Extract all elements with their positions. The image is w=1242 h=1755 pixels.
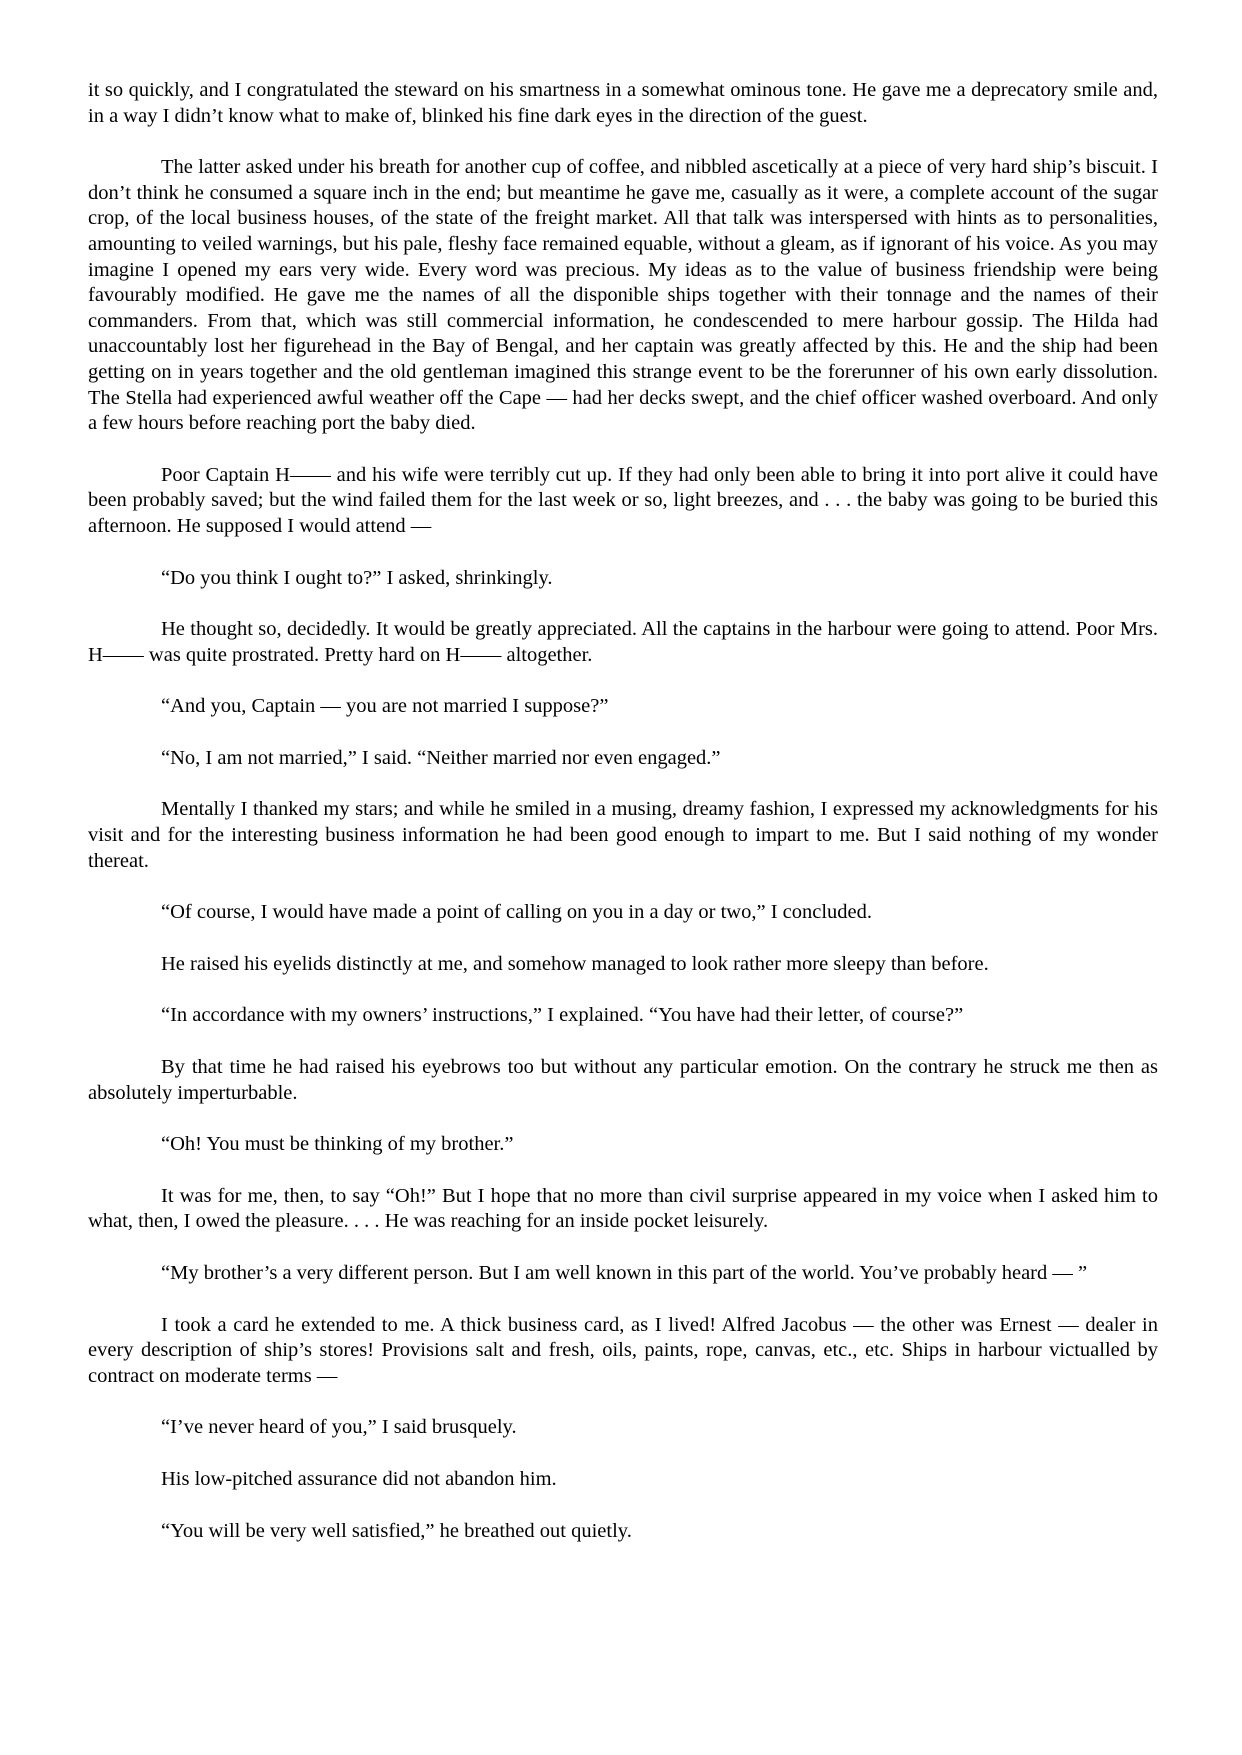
paragraph: “You will be very well satisfied,” he breathed out quietly. xyxy=(161,1519,632,1542)
paragraph: “In accordance with my owners’ instructions,” I explained. “You have had their letter, of course?” xyxy=(161,1004,964,1027)
paragraph: By that time he had raised his eyebrows too but without any particular emotion. On the contrary he struck me then as absolutely imperturbable. xyxy=(88,1056,1158,1104)
paragraph: He raised his eyelids distinctly at me, and somehow managed to look rather more sleepy than before. xyxy=(161,952,989,975)
document-page xyxy=(88,78,1158,1570)
paragraph: “My brother’s a very different person. But I am well known in this part of the world. You’ve probably heard — ” xyxy=(161,1262,1088,1284)
paragraph: “I’ve never heard of you,” I said brusquely. xyxy=(161,1416,517,1439)
paragraph: Poor Captain H—— and his wife were terribly cut up. If they had only been able to bring it into port alive it could have been probably saved; but the wind failed them for the last week or so, light breezes, and . . . the baby was going to be buried this afternoon. He supposed I would attend — xyxy=(88,463,1158,537)
paragraph: “Of course, I would have made a point of calling on you in a day or two,” I concluded. xyxy=(161,901,873,924)
paragraph: “And you, Captain — you are not married I suppose?” xyxy=(161,695,609,718)
paragraph: “No, I am not married,” I said. “Neither married nor even engaged.” xyxy=(161,746,721,769)
paragraph: I took a card he extended to me. A thick business card, as I lived! Alfred Jacobus — the other was Ernest — dealer in every description of ship’s stores! Provisions salt and fresh, oils, paints, rope, canvas, etc., etc. Ships in harbour victualled by contract on moderate terms — xyxy=(88,1313,1158,1387)
paragraph: His low-pitched assurance did not abandon him. xyxy=(161,1467,557,1490)
paragraph: Mentally I thanked my stars; and while he smiled in a musing, dreamy fashion, I expressed my acknowledgments for his visit and for the interesting business information he had been good enough to impart to me. But I said nothing of my wonder thereat. xyxy=(88,798,1158,872)
paragraph: The latter asked under his breath for another cup of coffee, and nibbled ascetically at a piece of very hard ship’s biscuit. I don’t think he consumed a square inch in the end; but meantime he gave me, casually as it were, a complete account of the sugar crop, of the local business houses, of the state of the freight market. All that talk was interspersed with hints as to personalities, amounting to veiled warnings, but his pale, fleshy face remained equable, without a gleam, as if ignorant of his voice. As you may imagine I opened my ears very wide. Every word was precious. My ideas as to the value of business friendship were being favourably modified. He gave me the names of all the disponible ships together with their tonnage and the names of their commanders. From that, which was still commercial information, he condescended to mere harbour gossip. The Hilda had unaccountably lost her figurehead in the Bay of Bengal, and her captain was greatly affected by this. He and the ship had been getting on in years together and the old gentleman imagined this strange event to be the forerunner of his own early dissolution. The Stella had experienced awful weather off the Cape — had her decks swept, and the chief officer washed overboard. And only a few hours before reaching port the baby died. xyxy=(88,156,1158,435)
paragraph: “Oh! You must be thinking of my brother.” xyxy=(161,1133,514,1156)
paragraph: “Do you think I ought to?” I asked, shrinkingly. xyxy=(161,566,553,589)
paragraph: He thought so, decidedly. It would be greatly appreciated. All the captains in the harbour were going to attend. Poor Mrs. H—— was quite prostrated. Pretty hard on H—— altogether. xyxy=(88,618,1158,666)
paragraph: It was for me, then, to say “Oh!” But I hope that no more than civil surprise appeared in my voice when I asked him to what, then, I owed the pleasure. . . . He was reaching for an inside pocket leisurely. xyxy=(88,1184,1158,1233)
paragraph: it so quickly, and I congratulated the steward on his smartness in a somewhat ominous tone. He gave me a deprecatory smile and, in a way I didn’t know what to make of, blinked his fine dark eyes in the direction of the guest. xyxy=(88,79,1158,127)
